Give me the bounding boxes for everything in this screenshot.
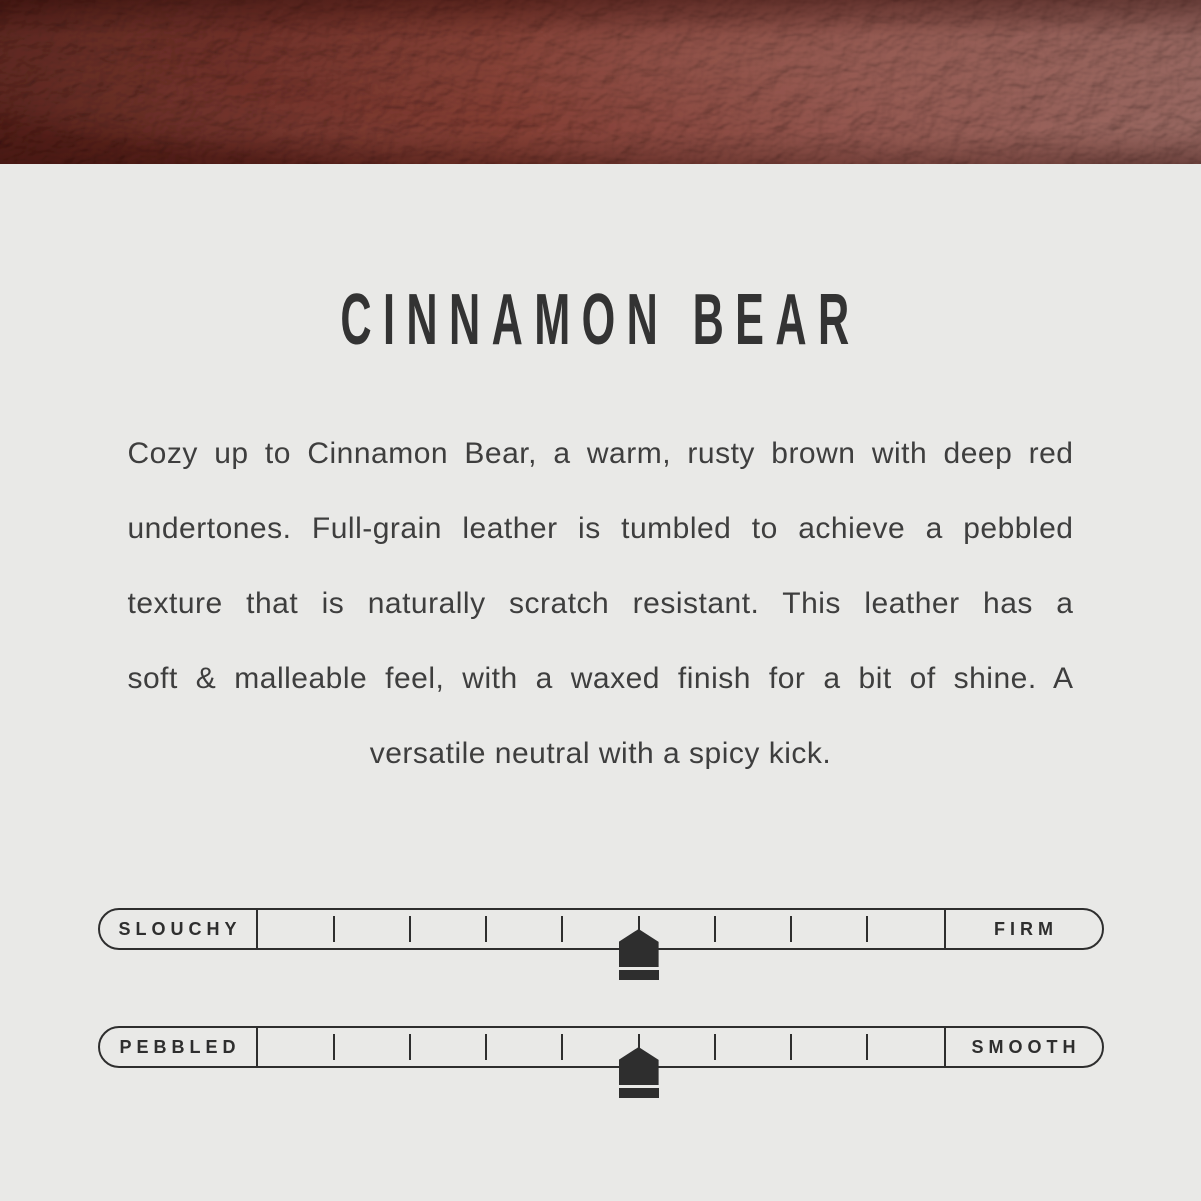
texture-scale (98, 1026, 1104, 1068)
leather-texture-image (0, 0, 1201, 164)
description-line: soft & malleable feel, with a waxed finish for a bit of shine. A (127, 662, 1074, 695)
tick-mark (561, 1034, 563, 1060)
scale-left-label-text: SLOUCHY (118, 918, 242, 939)
tick-mark (714, 1034, 716, 1060)
tick-mark (561, 916, 563, 942)
scale-right-label (944, 910, 1102, 948)
tick-mark (333, 1034, 335, 1060)
scale-track (258, 910, 944, 948)
scale-marker-base (619, 1088, 659, 1098)
scale-track (258, 1028, 944, 1066)
tick-mark (333, 916, 335, 942)
leather-texture-svg (0, 0, 1201, 164)
tick-mark (409, 916, 411, 942)
scale-left-label-text: PEBBLED (119, 1036, 241, 1057)
tick-mark (790, 1034, 792, 1060)
description-line: undertones. Full-grain leather is tumbled to achieve a pebbled (127, 512, 1074, 545)
tick-mark (866, 916, 868, 942)
tick-mark (409, 1034, 411, 1060)
scale-left-label (100, 1028, 258, 1066)
scale-right-label-text: FIRM (994, 918, 1058, 939)
scale-right-label (944, 1028, 1102, 1066)
description-line: Cozy up to Cinnamon Bear, a warm, rusty brown with deep red (127, 437, 1074, 470)
scale-marker (619, 929, 659, 967)
tick-mark (485, 916, 487, 942)
swatch-title: CINNAMON BEAR (340, 280, 861, 360)
tick-mark (790, 916, 792, 942)
scale-right-label-text: SMOOTH (971, 1036, 1081, 1057)
description-line: versatile neutral with a spicy kick. (369, 737, 832, 770)
scale-marker (619, 1047, 659, 1085)
tick-mark (866, 1034, 868, 1060)
tick-mark (714, 916, 716, 942)
scale-left-label (100, 910, 258, 948)
swatch-info-panel (0, 280, 1201, 1068)
tick-mark (485, 1034, 487, 1060)
firmness-scale (98, 908, 1104, 950)
description-line: texture that is naturally scratch resistant. This leather has a (127, 587, 1074, 620)
swatch-description (128, 416, 1074, 791)
scale-marker-base (619, 970, 659, 980)
